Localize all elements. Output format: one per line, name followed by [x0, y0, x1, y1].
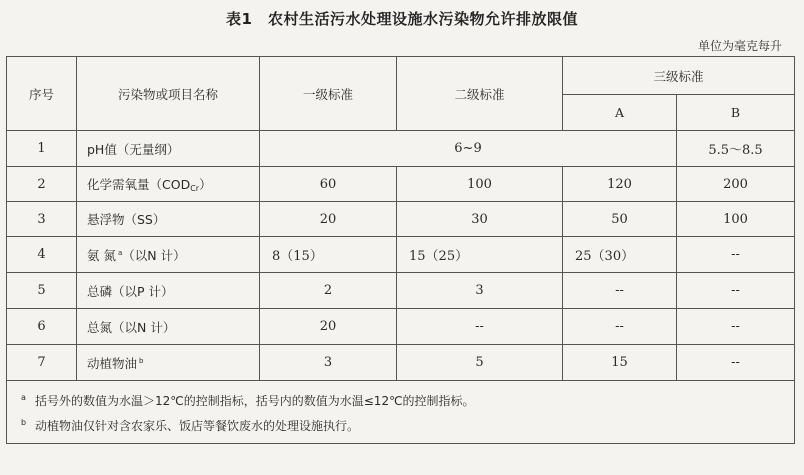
- row-grade1: 60: [260, 167, 397, 202]
- unit-label: 单位为毫克每升: [697, 39, 782, 53]
- row-name: [77, 237, 260, 273]
- row-name: 总磷（以P 计）: [77, 273, 260, 309]
- row-grade3-b: --: [677, 345, 795, 381]
- header-pollutant-name: 污染物或项目名称: [77, 57, 260, 131]
- table-notes: [7, 381, 795, 444]
- row-grade3-b: --: [677, 237, 795, 273]
- row-seq: 7: [7, 345, 77, 381]
- header-grade3-a: A: [563, 95, 677, 131]
- note-mark: b: [21, 418, 27, 427]
- row-grade1: 20: [260, 309, 397, 345]
- row-grade1: 8（15）: [260, 237, 397, 273]
- row-grade1: 20: [260, 202, 397, 237]
- row-seq: 5: [7, 273, 77, 309]
- header-seq: 序号: [7, 57, 77, 131]
- row-grade3-a: --: [563, 273, 677, 309]
- row-seq: 6: [7, 309, 77, 345]
- row-name-tail: ）: [199, 177, 212, 192]
- table-row: [7, 167, 795, 202]
- row-seq: 3: [7, 202, 77, 237]
- row-grade1: 3: [260, 345, 397, 381]
- row-grade3-a: 25（30）: [563, 237, 677, 273]
- header-grade3-b: B: [677, 95, 795, 131]
- note-text: 动植物油仅针对含农家乐、饭店等餐饮废水的处理设施执行。: [35, 419, 360, 433]
- row-grade3-b: 200: [677, 167, 795, 202]
- row-name-text: 氨 氮: [87, 247, 116, 263]
- row-grade2: 3: [397, 273, 563, 309]
- row-name: [77, 345, 260, 381]
- notes-row: [7, 381, 795, 444]
- table-row: [7, 273, 795, 309]
- table-row: [7, 345, 795, 381]
- row-merged-value: 6~9: [260, 131, 677, 167]
- note-text: 括号外的数值为水温＞12℃的控制指标，括号内的数值为水温≤12℃的控制指标。: [35, 394, 475, 408]
- row-grade3-a: 120: [563, 167, 677, 202]
- row-grade3-b: 100: [677, 202, 795, 237]
- row-grade1: 2: [260, 273, 397, 309]
- row-grade2: 15（25）: [397, 237, 563, 273]
- header-grade1: 一级标准: [260, 57, 397, 131]
- note-b: [21, 412, 780, 437]
- row-grade3-b: --: [677, 309, 795, 345]
- table-row: [7, 309, 795, 345]
- row-grade2: 30: [397, 202, 563, 237]
- row-name-text: 动植物油: [87, 355, 138, 371]
- table-row: [7, 202, 795, 237]
- table-title: 表1 农村生活污水处理设施水污染物允许排放限值: [226, 10, 578, 28]
- row-grade3-b: --: [677, 273, 795, 309]
- row-grade3-b: 5.5～8.5: [677, 131, 795, 167]
- row-grade2: --: [397, 309, 563, 345]
- row-seq: 1: [7, 131, 77, 167]
- row-name: pH值（无量纲）: [77, 131, 260, 167]
- note-a: [21, 387, 780, 412]
- note-mark: a: [21, 393, 26, 402]
- row-grade3-a: 15: [563, 345, 677, 381]
- emission-limits-table: [6, 56, 795, 444]
- table-row: [7, 131, 795, 167]
- row-name: 悬浮物（SS）: [77, 202, 260, 237]
- row-name-tail: （以N 计）: [122, 247, 186, 263]
- row-grade3-a: --: [563, 309, 677, 345]
- header-grade2: 二级标准: [397, 57, 563, 131]
- row-name-text: 化学需氧量（COD: [87, 177, 191, 192]
- row-grade2: 100: [397, 167, 563, 202]
- row-name-subscript: Cr: [190, 184, 200, 193]
- row-name: [77, 167, 260, 202]
- table-row: [7, 237, 795, 273]
- header-row-1: [7, 57, 795, 95]
- row-grade2: 5: [397, 345, 563, 381]
- row-grade3-a: 50: [563, 202, 677, 237]
- header-grade3: 三级标准: [563, 57, 795, 95]
- footnote-mark-a: a: [117, 248, 123, 257]
- row-seq: 2: [7, 167, 77, 202]
- footnote-mark-b: b: [139, 356, 144, 365]
- row-seq: 4: [7, 237, 77, 273]
- row-name: 总氮（以N 计）: [77, 309, 260, 345]
